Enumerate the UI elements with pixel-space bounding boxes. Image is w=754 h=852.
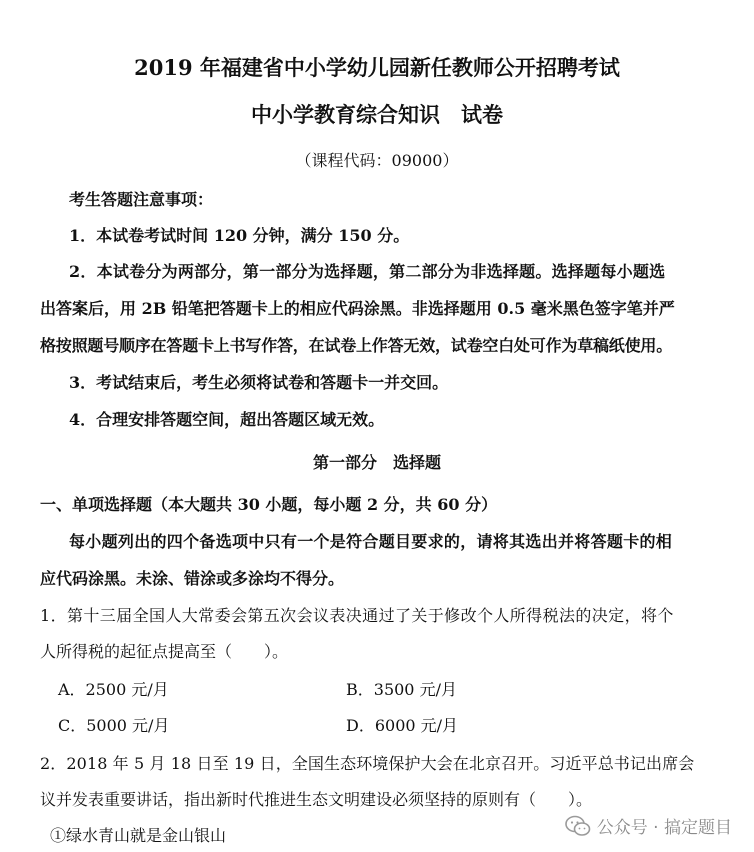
watermark-text: 公众号 · 搞定题目 (596, 818, 732, 838)
question-1-option-c: C．5000 元/月 (58, 716, 170, 735)
wechat-watermark (565, 813, 732, 838)
question-1-option-b: B．3500 元/月 (346, 680, 457, 699)
notice-item-4: 4．合理安排答题空间，超出答题区域无效。 (69, 410, 385, 429)
question-1-option-a: A．2500 元/月 (58, 680, 169, 699)
instruction-line-2: 应代码涂黑。未涂、错涂或多涂均不得分。 (40, 569, 345, 588)
notice-item-2-line-3: 格按照题号顺序在答题卡上书写作答，在试卷上作答无效，试卷空白处可作为草稿纸使用。 (40, 336, 673, 355)
notice-item-3: 3．考试结束后，考生必须将试卷和答题卡一并交回。 (69, 373, 449, 392)
notice-item-2-line-2: 出答案后，用 2B 铅笔把答题卡上的相应代码涂黑。非选择题用 0.5 毫米黑色签字笔并严 (40, 299, 675, 318)
question-2-line-1: 2．2018 年 5 月 18 日至 19 日，全国生态环境保护大会在北京召开。习近平总书记出席会 (40, 754, 695, 773)
question-1-line-1: 1．第十三届全国人大常委会第五次会议表决通过了关于修改个人所得税法的决定，将个 (40, 606, 674, 625)
wechat-icon (565, 815, 591, 837)
exam-subtitle: 中小学教育综合知识 试卷 (251, 102, 503, 127)
part-one-heading: 第一部分 选择题 (312, 453, 441, 472)
question-1-option-d: D．6000 元/月 (346, 716, 459, 735)
notice-heading: 考生答题注意事项： (69, 190, 214, 209)
section-title: 一、单项选择题（本大题共 30 小题，每小题 2 分，共 60 分） (40, 495, 498, 514)
notice-item-1: 1．本试卷考试时间 120 分钟，满分 150 分。 (69, 226, 410, 245)
instruction-line-1: 每小题列出的四个备选项中只有一个是符合题目要求的，请将其选出并将答题卡的相 (69, 532, 673, 551)
question-2-item-1: ①绿水青山就是金山银山 (50, 826, 227, 845)
exam-title: 2019 年福建省中小学幼儿园新任教师公开招聘考试 (134, 55, 620, 80)
course-code: （课程代码：09000） (295, 151, 459, 170)
notice-item-2-line-1: 2．本试卷分为两部分，第一部分为选择题，第二部分为非选择题。选择题每小题选 (69, 262, 666, 281)
question-1-line-2: 人所得税的起征点提高至（ ）。 (40, 642, 289, 661)
question-2-line-2: 议并发表重要讲话，指出新时代推进生态文明建设必须坚持的原则有（ ）。 (40, 790, 593, 809)
